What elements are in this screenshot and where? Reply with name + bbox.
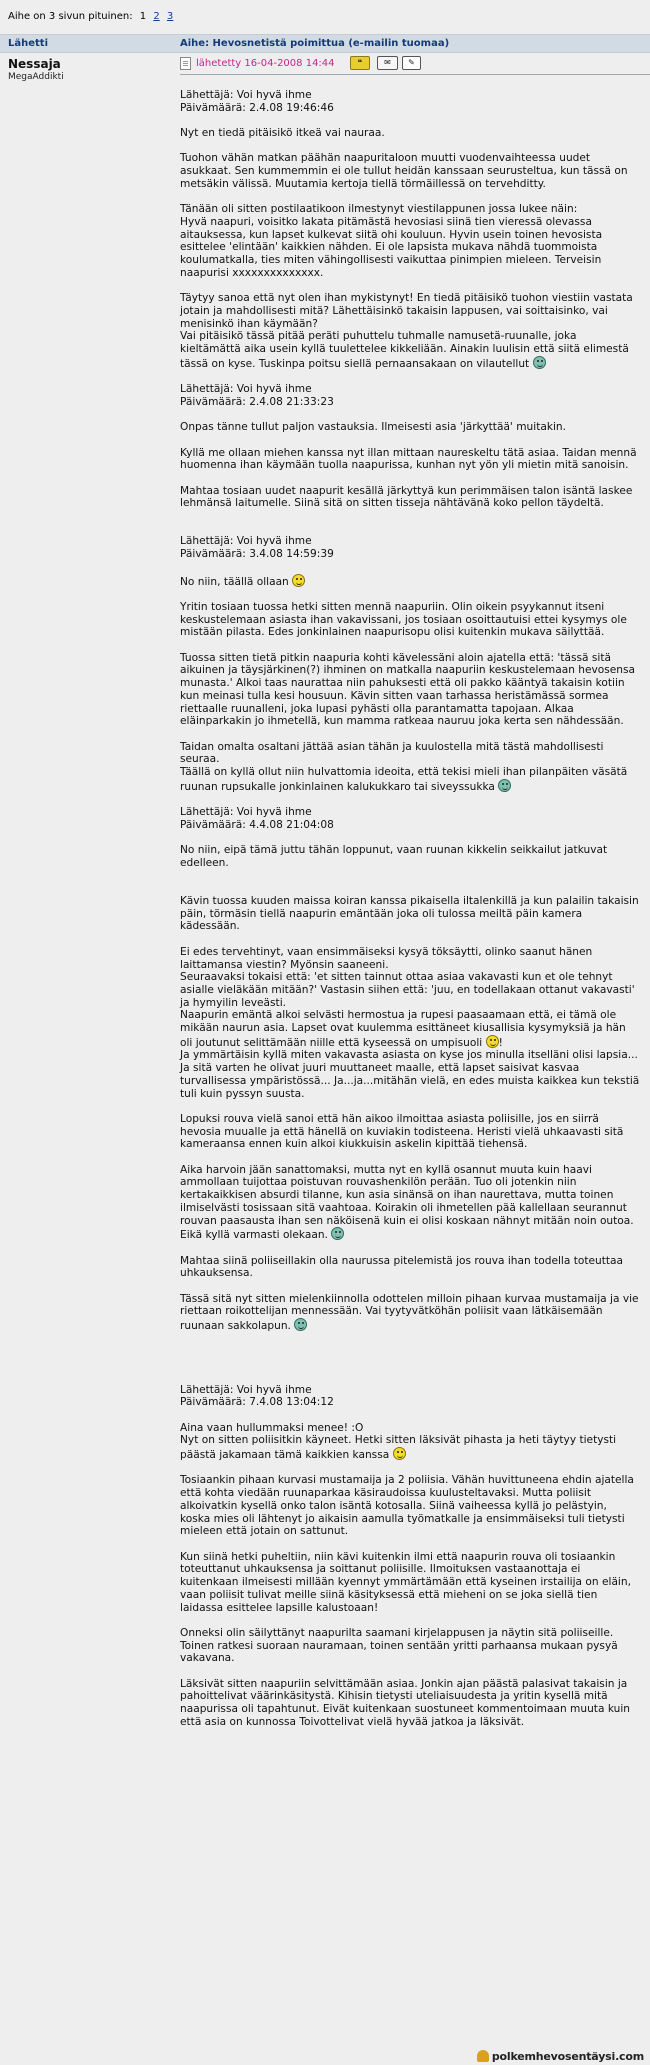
header-sender-column: Lähetti [8,38,49,49]
post-paragraph [180,1164,640,1242]
grin-smiley-icon [294,1318,307,1331]
quote-icon[interactable]: ❝ [350,56,370,70]
post-paragraph: Yritin tosiaan tuossa hetki sitten mennä naapuriin. Olin oikein psyykannut itseni keskustelemaan asiasta ihan vakavissani, jos tosiaan osoittautuisi ettei kysymys ole mistään pilasta. Edes jonkinlainen naapurisopu olisi kuitenkin mukava säilyttää. [180,600,627,639]
post-text: Aika harvoin jään sanattomaksi, mutta nyt en kyllä osannut muuta kuin haavi ammollaan tuijottaa poistuvan rouvashenkilön perään. Tuo oli jotenkin niin kertakaikkisen absurdi tilanne, kun asia sinänsä on ihan naurettava, mutta toinen ilmiselvästi tosissaan sitä vaahtoaa. Koirakin oli ihmetellen pää kallellaan seurannut rouvan paasausta ihan sen näköisenä kuin ei olisi koskaan nähnyt mitään noin outoa. Eikä kyllä varmasti olekaan. [180,1163,634,1242]
post-text: No niin, täällä ollaan [180,575,289,588]
post-paragraph: Tänään oli sitten postilaatikoon ilmestynyt viestilappunen jossa lukee näin: Hyvä naapuri, voisitko lakata pitämästä hevosiasi siinä tien vieressä olevassa aitauksessa, kun lapset kulkevat siitä ohi kouluun. Hyvin usein toinen hevosista esittelee 'elintään' kaikkien nähden. Ei ole lapsista mukava nähdä tuommoista koulumatkalla, ties miten vähingollisesti vaikuttaa pinimpien mieleen. Terveisin naapurisi xxxxxxxxxxxxxx. [180,203,603,279]
smile-smiley-icon [393,1447,406,1460]
post-paragraph: Läksivät sitten naapuriin selvittämään asiaa. Jonkin ajan päästä palasivat takaisin ja pahoittelivat väärinkäsitystä. Kihisin tietysti uteliaisuudesta ja yritin kysellä mitä naapurissa oli tapahtunut. Eivät kuitenkaan suostuneet kommentoimaan muuta kuin että asia on kunnossa Toivottelivat vielä hyvää jatkoa ja läksivät. [180,1677,631,1728]
author-name[interactable]: Nessaja [8,57,61,71]
post-text: Ei edes tervehtinyt, vaan ensimmäiseksi kysyä töksäytti, olinko saanut hänen laittamansa viestin? Myönsin saaneeni. Seuraavaksi tokaisi että: 'et sitten tainnut ottaa asiaa vakavasti kun et ole tehnyt asialle vieläkään mitään?' Vastasin siihen että: 'juu, en todellakaan ottanut vakavasti' ja hymyilin leveästi. Naapurin emäntä alkoi selvästi hermostua ja rupesi paasaamaan että, ei tämä ole mikään naurun asia. Lapset ovat kuulemma esittäneet kiusallisia kysymyksiä ja hän oli joutunut selittämään niille että kyseessä on umpisuoli [180,945,635,1049]
pager-current-page: 1 [139,11,147,22]
post-paragraph: No niin, eipä tämä juttu tähän loppunut, vaan ruunan kikkelin seikkailut jatkuvat edelleen. [180,844,608,869]
post-text: Taidan omalta osaltani jättää asian tähän ja kuulostella mitä tästä mahdollisesti seuraa. Täällä on kyllä ollut niin hulvattomia ideoita, että tekisi mieli ihan pilanpäiten väsätä ruunan rupsukalle jonkinlainen kalukukkaro tai siveyssukka [180,740,628,793]
post-paragraph [180,946,640,1100]
post-paragraph [180,1422,640,1462]
post-meta-bar [180,56,640,72]
spacer [180,1346,640,1359]
grin-smiley-icon [331,1227,344,1240]
post-paragraph [180,574,640,589]
spacer [180,882,640,895]
spacer [180,1371,640,1384]
post-paragraph: Tuossa sitten tietä pitkin naapuria kohti kävelessäni aloin ajatella että: 'tässä sitä aikuinen ja täysjärkinen(?) ihminen on matkalla naapuriin keskustelemaan hevosensa munasta.' Alkoi taas naurattaa niin pahuksesti että oli pakko kääntyä takaisin kotiin kun meinasi tulla kesi housuun. Kävin sitten vaan tarhassa heristämässä sormea riettaalle ruunalleni, joka lupasi pyhästi olla parantamatta tapojaan. Alkaa eläinparkakin jo ihmetellä, kun mamma ratkeaa nauruu joka kerta sen nähdessään. [180,651,636,728]
spacer [180,1358,640,1371]
spacer [180,523,640,536]
grin-smiley-icon [498,779,511,792]
site-watermark [477,2050,644,2063]
post-paragraph: Lopuksi rouva vielä sanoi että hän aikoo ilmoittaa asiasta poliisille, jos en siirrä hevosia muualle ja että hänellä on kuviakin todisteena. Heristi vielä uhkaavasti sitä kameraansa ennen kuin alkoi kiukkuisin askelin kipittää tiehensä. [180,1112,624,1151]
post-paragraph: Tosiaankin pihaan kurvasi mustamaija ja 2 poliisia. Vähän huvittuneena ehdin ajatella että kohta viedään ruunaparkaa käsiraudoissa kuulusteltavaksi. Mutta poliisit alkoivatkin kysellä onko talon isäntä kotosalla. Siinä vaiheessa kyllä jo pelästyin, koska mies oli lähtenyt jo aikaisin aamulla työmatkalle ja ensimmäiseksi tuli tietysti mieleen että jotain on sattunut. [180,1474,634,1538]
pager-link-page-3[interactable]: 3 [166,11,174,22]
document-icon [180,57,191,70]
post-text: Täytyy sanoa että nyt olen ihan mykistynyt! En tiedä pitäisikö tuohon viestiin vastata jotain ja mahdollisesti mitä? Lähettäisinkö takaisin lappusen, vai soittaisinko, vai menisinkö ihan käymään? Vai pitäisikö tässä pitää peräti puhuttelu tuhmalle namusetä-ruunalle, joka kieltämättä aika usein kyllä tuulettelee kikkeliään. Ainakin luulisin että siitä elimestä tässä on kyse. Tuskinpa poitsu siellä pernaansakaan on vilautellut [180,292,633,370]
post-paragraph: Tuohon vähän matkan päähän naapuritaloon muutti vuodenvaihteessa uudet asukkaat. Sen kummemmin ei ole tullut heidän kanssaan seurusteltua, kun tässä on metsäkin välissä. Muutamia kertoja tiellä törmäillessä on tervehditty. [180,152,628,190]
post-paragraph: Nyt en tiedä pitäisikö itkeä vai nauraa. [180,127,385,140]
pager-link-page-2[interactable]: 2 [153,11,160,22]
edit-icon[interactable]: ✎ [402,56,421,70]
message-header: Lähettäjä: Voi hyvä ihme Päivämäärä: 2.4.08 19:46:46 [180,89,334,114]
thread-header-bar [0,34,650,53]
post-date: lähetetty 16-04-2008 14:44 [196,58,335,69]
post-paragraph [180,1293,640,1333]
grin-smiley-icon [533,356,546,369]
message-header: Lähettäjä: Voi hyvä ihme Päivämäärä: 3.4.08 14:59:39 [180,535,334,561]
jester-logo-icon [477,2050,489,2062]
post-paragraph [180,741,640,794]
post-text: ! Ja ymmärtäisin kyllä miten vakavasta asiasta on kyse jos minulla itselläni olisi lapsia... Ja sitä varten he olivat juuri muuttaneet maalle, että lapset saisivat kasvaa turvallisessa ympäristössä... Ja...ja...mitähän vielä, en edes muista kaikkea kun tekstiä tuli kuin pyssyn suusta. [180,1036,640,1100]
header-topic-title: Aihe: Hevosnetistä poimittua (e-mailin tuomaa) [180,38,450,49]
email-icon[interactable]: ✉ [377,56,398,70]
topic-pager [8,11,173,22]
message-header: Lähettäjä: Voi hyvä ihme Päivämäärä: 2.4.08 21:33:23 [180,383,334,408]
post-paragraph: Onneksi olin säilyttänyt naapurilta saamani kirjelappusen ja näytin sitä poliiseille. Toinen ratkesi suoraan nauramaan, toinen sentään yritti parhaansa mukaan pysyä vakavana. [180,1626,618,1665]
post-paragraph: Kyllä me ollaan miehen kanssa nyt illan mittaan naureskeltu tätä asiaa. Taidan mennä huomenna ihan käymään tuolla naapurissa, kunhan nyt yön yli mietin mitä sanoisin. [180,446,637,472]
post-paragraph: Onpas tänne tullut paljon vastauksia. Ilmeisesti asia 'järkyttää' muitakin. [180,421,566,434]
watermark-text: polkemhevosentäysi.com [491,2050,644,2063]
author-rank: MegaAddikti [8,72,64,82]
wink-smiley-icon [486,1035,499,1048]
post-text: Tässä sitä nyt sitten mielenkiinnolla odottelen milloin pihaan kurvaa mustamaija ja vie riettaan roikottelijan mennessään. Vai tyytyvätköhän poliisit vaan lätkäisemään ruunaan sakkolapun. [180,1292,639,1333]
forum-post [0,53,650,2048]
post-text: Aina vaan hullummaksi menee! :O Nyt on sitten poliisitkin käyneet. Hetki sitten läksivät pihasta ja heti täytyy tietysti päästä jakamaan tämä kaikkien kanssa [180,1421,617,1462]
post-paragraph [180,292,640,370]
post-paragraph: Kävin tuossa kuuden maissa koiran kanssa pikaisella iltalenkillä ja kun palailin takaisin päin, törmäsin tiellä naapurin emäntään joka oli tulossa meiltä päin kamera kädessään. [180,895,639,933]
meta-divider [180,74,650,75]
post-body [180,89,640,1741]
post-paragraph: Kun siinä hetki puheltiin, niin kävi kuitenkin ilmi että naapurin rouva oli tosiaankin toteuttanut uhkauksensa ja soittanut poliisille. Ilmoituksen vastaanottaja ei kuitenkaan ilmeisesti millään kyennyt ymmärtämään että kyseinen irstailija on eläin, vaan poliisit tulivat meille siinä käsityksessä että mieheni on se joka siellä tien laidassa esittelee lapsille kalustoaan! [180,1550,631,1614]
pager-label: Aihe on 3 sivun pituinen: [8,11,133,22]
message-header: Lähettäjä: Voi hyvä ihme Päivämäärä: 4.4.08 21:04:08 [180,806,334,831]
post-paragraph: Mahtaa tosiaan uudet naapurit kesällä järkyttyä kun perimmäisen talon isäntä laskee lehmänsä laitumelle. Siinä sitä on sitten tisseja nähtävänä koko pellon täydeltä. [180,484,633,510]
message-header: Lähettäjä: Voi hyvä ihme Päivämäärä: 7.4.08 13:04:12 [180,1383,334,1409]
post-author [8,57,64,82]
post-paragraph: Mahtaa siinä poliiseillakin olla naurussa pitelemistä jos rouva ihan todella toteuttaa uhkauksensa. [180,1254,624,1280]
smile-smiley-icon [292,574,305,587]
